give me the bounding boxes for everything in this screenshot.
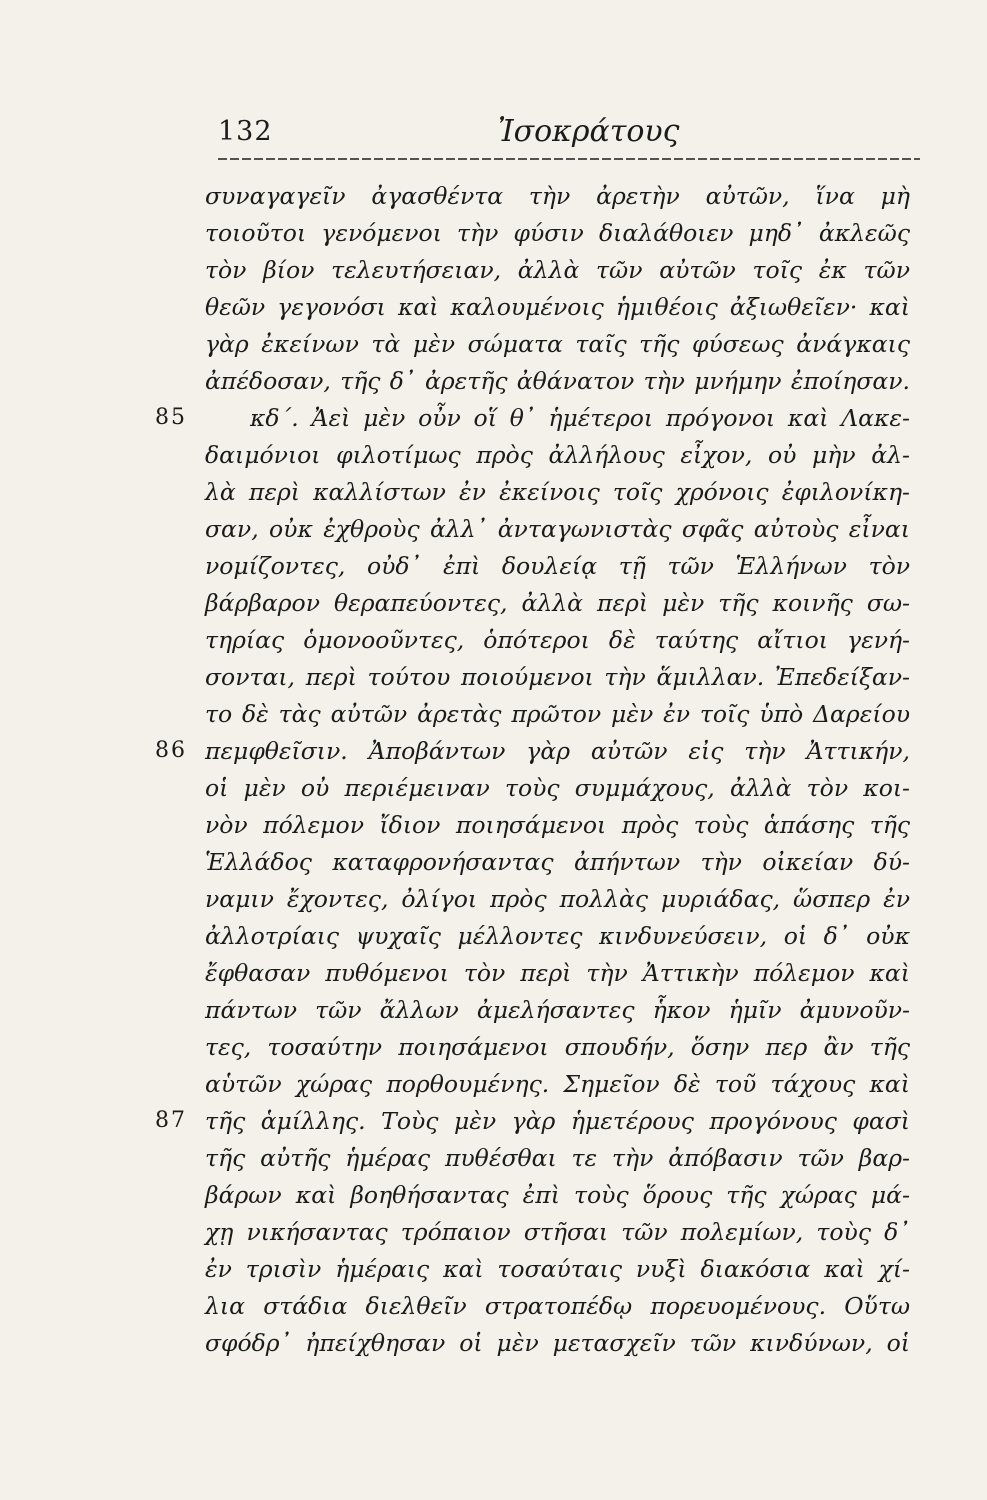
text-line: θεῶν γεγονόσι καὶ καλουμένοις ἡμιθέοις ἀξιωθεῖεν· καὶ	[205, 293, 910, 321]
text-line: ἀλλοτρίαις ψυχαῖς μέλλοντες κινδυνεύσειν, οἱ δ᾽ οὐκ	[205, 922, 910, 950]
running-title: Ἰσοκράτους	[498, 114, 680, 149]
text-line: τηρίας ὁμονοοῦντες, ὁπότεροι δὲ ταύτης αἴτιοι γενή-	[205, 626, 910, 654]
text-line: γὰρ ἐκείνων τὰ μὲν σώματα ταῖς τῆς φύσεως ἀνάγκαις	[205, 330, 910, 358]
section-number: 87	[155, 1108, 187, 1133]
text-line: ἔφθασαν πυθόμενοι τὸν περὶ τὴν Ἀττικὴν πόλεμον καὶ	[205, 959, 910, 987]
text-line: πεμφθεῖσιν. Ἀποβάντων γὰρ αὐτῶν εἰς τὴν Ἀττικήν,	[205, 737, 910, 765]
text-line: οἱ μὲν οὐ περιέμειναν τοὺς συμμάχους, ἀλλὰ τὸν κοι-	[205, 774, 910, 802]
text-line: τῆς αὐτῆς ἡμέρας πυθέσθαι τε τὴν ἀπόβασιν τῶν βαρ-	[205, 1144, 910, 1172]
text-line: τὸν βίον τελευτήσειαν, ἀλλὰ τῶν αὐτῶν τοῖς ἐκ τῶν	[205, 256, 910, 284]
text-line: ναμιν ἔχοντες, ὀλίγοι πρὸς πολλὰς μυριάδας, ὥσπερ ἐν	[205, 885, 910, 913]
text-line: το δὲ τὰς αὐτῶν ἀρετὰς πρῶτον μὲν ἐν τοῖς ὑπὸ Δαρείου	[205, 700, 910, 728]
text-line: σαν, οὐκ ἐχθροὺς ἀλλ᾽ ἀνταγωνιστὰς σφᾶς αὐτοὺς εἶναι	[205, 515, 910, 543]
page-number: 132	[218, 116, 273, 147]
text-line: τῆς ἁμίλλης. Τοὺς μὲν γὰρ ἡμετέρους προγόνους φασὶ	[205, 1107, 910, 1135]
text-line: αὑτῶν χώρας πορθουμένης. Σημεῖον δὲ τοῦ τάχους καὶ	[205, 1070, 910, 1098]
text-line: ἀπέδοσαν, τῆς δ᾽ ἀρετῆς ἀθάνατον τὴν μνήμην ἐποίησαν.	[205, 367, 910, 395]
text-line: νὸν πόλεμον ἴδιον ποιησάμενοι πρὸς τοὺς ἁπάσης τῆς	[205, 811, 910, 839]
text-line: τοιοῦτοι γενόμενοι τὴν φύσιν διαλάθοιεν μηδ᾽ ἀκλεῶς	[205, 219, 910, 247]
page-header	[218, 100, 918, 160]
text-line: τες, τοσαύτην ποιησάμενοι σπουδήν, ὅσην περ ἂν τῆς	[205, 1033, 910, 1061]
section-number: 85	[155, 405, 187, 430]
text-line: Ἑλλάδος καταφρονήσαντας ἀπήντων τὴν οἰκείαν δύ-	[205, 848, 910, 876]
text-line: βάρβαρον θεραπεύοντες, ἀλλὰ περὶ μὲν τῆς κοινῆς σω-	[205, 589, 910, 617]
header-rule	[218, 158, 920, 160]
text-line: δαιμόνιοι φιλοτίμως πρὸς ἀλλήλους εἶχον, οὐ μὴν ἀλ-	[205, 441, 910, 469]
text-line: χῃ νικήσαντας τρόπαιον στῆσαι τῶν πολεμίων, τοὺς δ᾽	[205, 1218, 910, 1246]
text-line: ἐν τρισὶν ἡμέραις καὶ τοσαύταις νυξὶ διακόσια καὶ χί-	[205, 1255, 910, 1283]
section-number: 86	[155, 738, 187, 763]
text-line: σονται, περὶ τούτου ποιούμενοι τὴν ἅμιλλαν. Ἐπεδείξαν-	[205, 663, 910, 691]
text-line: συναγαγεῖν ἀγασθέντα τὴν ἀρετὴν αὐτῶν, ἵνα μὴ	[205, 182, 910, 210]
text-line: λὰ περὶ καλλίστων ἐν ἐκείνοις τοῖς χρόνοις ἐφιλονίκη-	[205, 478, 910, 506]
text-line: σφόδρ᾽ ἠπείχθησαν οἱ μὲν μετασχεῖν τῶν κινδύνων, οἱ	[205, 1329, 910, 1357]
text-line: πάντων τῶν ἄλλων ἀμελήσαντες ἧκον ἡμῖν ἀμυνοῦν-	[205, 996, 910, 1024]
text-line: βάρων καὶ βοηθήσαντας ἐπὶ τοὺς ὅρους τῆς χώρας μά-	[205, 1181, 910, 1209]
text-line: κδ΄. Ἀεὶ μὲν οὖν οἵ θ᾽ ἡμέτεροι πρόγονοι καὶ Λακε-	[250, 404, 910, 432]
text-line: λια στάδια διελθεῖν στρατοπέδῳ πορευομένους. Οὕτω	[205, 1292, 910, 1320]
text-line: νομίζοντες, οὐδ᾽ ἐπὶ δουλείᾳ τῇ τῶν Ἑλλήνων τὸν	[205, 552, 910, 580]
